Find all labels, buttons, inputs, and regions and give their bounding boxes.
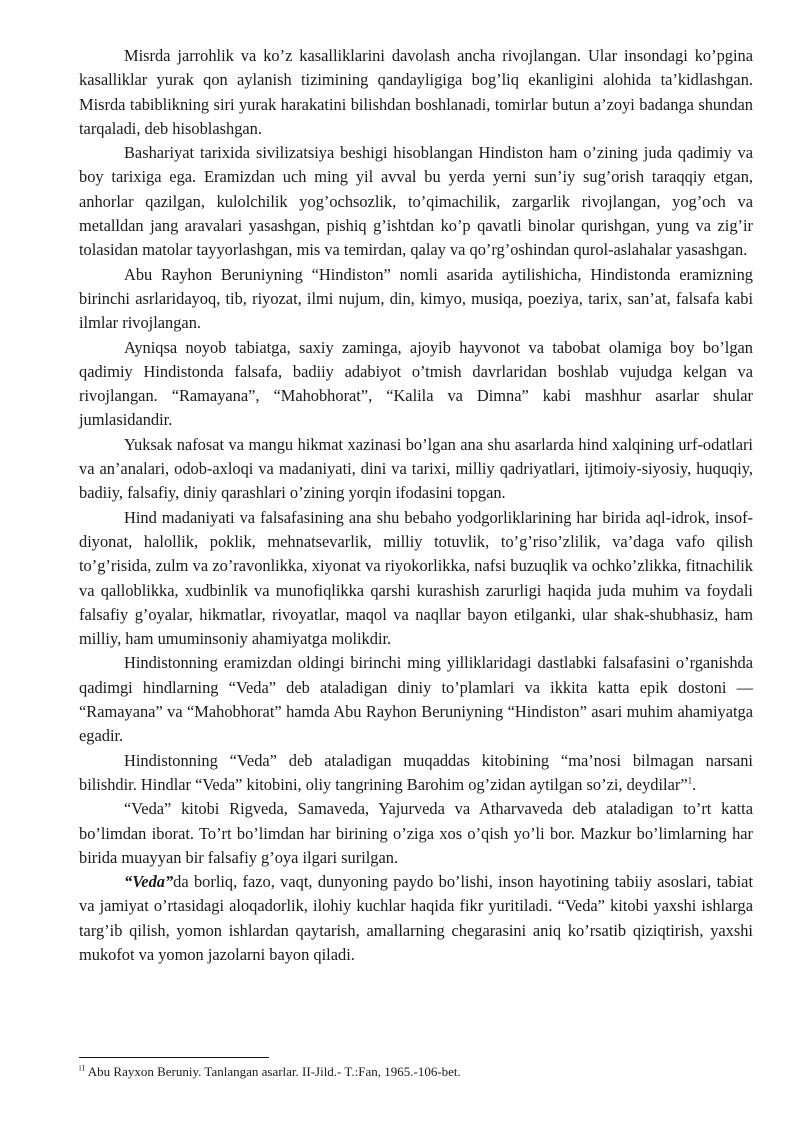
paragraph-veda (79, 870, 753, 967)
footnote-text: Abu Rayxon Beruniy. Tanlangan asarlar. II-Jild.- T.:Fan, 1965.-106-bet. (87, 1064, 461, 1079)
paragraph-end-punctuation: . (692, 774, 697, 794)
paragraph-with-footnote (79, 749, 753, 798)
paragraph-text: Hindistonning “Veda” deb ataladigan muqaddas kitobining “ma’nosi bilmagan narsani bilishdir. Hindlar “Veda” kitobini, oliy tangrining Barohim og’zidan aytilgan so’zi, deydilar” (79, 750, 753, 794)
paragraph-text: da borliq, fazo, vaqt, dunyoning paydo bo’lishi, inson hayotining tabiiy asoslari, tabiat va jamiyat o’rtasidagi aloqadorlik, ilohiy kuchlar haqida fikr yuritiladi. “Veda” kitobi yaxshi ishlarga targ’ib qilish, yomon ishlardan qaytarish, amallarning chegarasini aniq ko’rsatib qiziqtirish, yaxshi mukofot va yomon jazolarni bayon qiladi. (79, 872, 753, 964)
paragraph: Hindistonning eramizdan oldingi birinchi ming yilliklaridagi dastlabki falsafasini o’rganishda qadimgi hindlarning “Veda” deb ataladigan diniy to’plamlari va ikkita katta epik dostoni — “Ramayana” va “Mahobhorat” hamda Abu Rayhon Beruniyning “Hindiston” asari muhim ahamiyatga egadir. (79, 653, 753, 746)
paragraph: Ayniqsa noyob tabiatga, saxiy zaminga, ajoyib hayvonot va tabobat olamiga boy bo’lgan qadimiy Hindistonda falsafa, badiiy adabiyot o’tmish davrlaridan boshlab vujudga kelgan va rivojlangan. “Ramayana”, “Mahobhorat”, “Kalila va Dimna” kabi mashhur asarlar shular jumlasidandir. (79, 337, 753, 430)
footnote-separator (79, 1057, 269, 1058)
paragraph: Hind madaniyati va falsafasining ana shu bebaho yodgorliklarining har birida aql-idrok, insof-diyonat, halollik, poklik, mehnatsevarlik, milliy totuvlik, to’g’riso’zlilik, va’daga vafo qilish to’g’risida, zulm va zo’ravonlikka, xiyonat va riyokorlikka, nafsi buzuqlik va ochko’zlikka, fitnachilik va qalloblikka, xudbinlik va munofiqlikka qarshi kurashish zarurligi haqida juda muhim va foydali falsafiy g’oyalar, hikmatlar, rivoyatlar, maqol va naqllar bayon etilganki, ular shak-shubhasiz, ham milliy, ham umuminsoniy ahamiyatga molikdir. (79, 507, 753, 649)
footnote (79, 1063, 753, 1081)
footnote-reference[interactable]: 1 (687, 775, 693, 786)
veda-lead-term: “Veda” (124, 872, 174, 892)
footnote-marker: i1 (79, 1063, 86, 1073)
paragraph: Misrda jarrohlik va ko’z kasalliklarini davolash ancha rivojlangan. Ular insondagi ko’pgina kasalliklar yurak qon aylanish tizimining qandayligiga bog’liq ekanligini alohida ta’kidlashgan. Misrda tabiblikning siri yurak harakatini bilishdan boshlanadi, tomirlar butun a’zoyi badanga shundan tarqaladi, deb hisoblashgan. (79, 46, 753, 138)
document-body (79, 44, 753, 967)
paragraph: “Veda” kitobi Rigveda, Samaveda, Yajurveda va Atharvaveda deb ataladigan to’rt katta bo’limdan iborat. To’rt bo’limdan har birining o’ziga xos o’qish yo’li bor. Mazkur bo’limlarning har birida muayyan bir falsafiy g’oya ilgari surilgan. (79, 799, 753, 867)
paragraph: Bashariyat tarixida sivilizatsiya beshigi hisoblangan Hindiston ham o’zining juda qadimiy va boy tarixiga ega. Eramizdan uch ming yil avval bu yerda yerni sun’iy sug’orish taraqqiy etgan, anhorlar qazilgan, kulolchilik yog’ochsozlik, to’qimachilik, zargarlik rivojlangan, yog’och va metalldan jang aravalari yasashgan, pishiq g’ishtdan ko’p qavatli binolar qurishgan, yung va zig’ir tolasidan matolar tayyorlashgan, mis va temirdan, qalay va qo’rg’oshindan qurol-aslahalar yasashgan. (79, 143, 753, 260)
paragraph: Yuksak nafosat va mangu hikmat xazinasi bo’lgan ana shu asarlarda hind xalqining urf-odatlari va an’analari, odob-axloqi va madaniyati, dini va tarixi, milliy qadriyatlari, ijtimoiy-siyosiy, huquqiy, badiiy, falsafiy, diniy qarashlari o’zining yorqin ifodasini topgan. (79, 434, 753, 503)
paragraph: Abu Rayhon Beruniyning “Hindiston” nomli asarida aytilishicha, Hindistonda eramizning birinchi asrlaridayoq, tib, riyozat, ilmi nujum, din, kimyo, musiqa, poeziya, tarix, san’at, falsafa kabi ilmlar rivojlangan. (79, 264, 753, 333)
